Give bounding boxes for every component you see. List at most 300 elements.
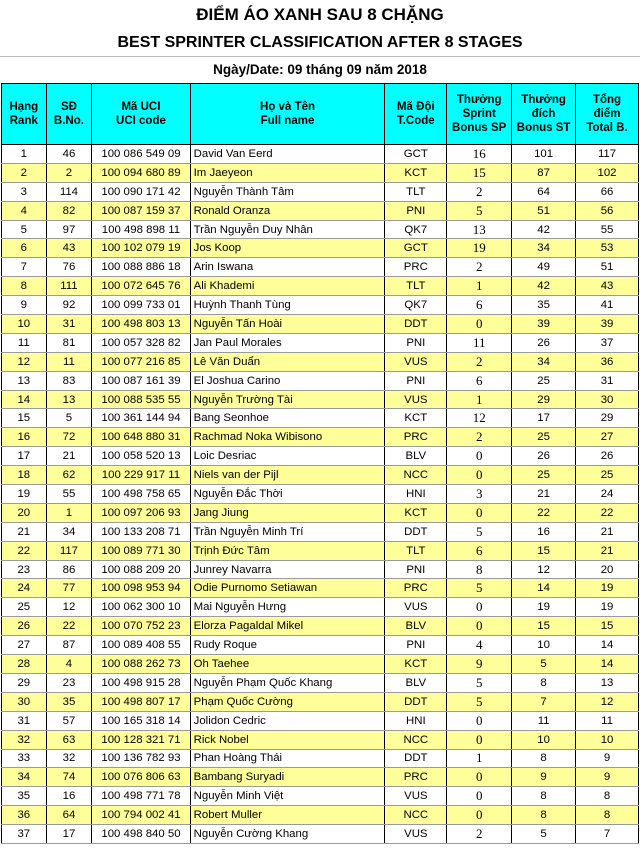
bib-cell: 87 (46, 636, 92, 655)
uci-cell: 100 229 917 11 (92, 466, 190, 485)
total-cell: 20 (576, 560, 639, 579)
total-cell: 25 (576, 466, 639, 485)
total-cell: 27 (576, 428, 639, 447)
stage-bonus-cell: 42 (512, 277, 576, 296)
table-row (2, 541, 639, 560)
header-bib-number (46, 84, 92, 145)
header-line: điểm (593, 108, 621, 120)
bib-cell: 72 (46, 428, 92, 447)
name-cell: Junrey Navarra (190, 560, 385, 579)
rank-cell: 12 (2, 352, 47, 371)
sprint-bonus-cell: 1 (447, 749, 512, 768)
rank-cell: 21 (2, 522, 47, 541)
header-rank (2, 84, 47, 145)
sprint-bonus-cell: 2 (447, 258, 512, 277)
bib-cell: 111 (46, 277, 92, 296)
rank-cell: 35 (2, 787, 47, 806)
stage-bonus-cell: 8 (512, 806, 576, 825)
uci-cell: 100 098 953 94 (92, 579, 190, 598)
team-cell: NCC (385, 730, 447, 749)
name-cell: Nguyễn Tấn Hoài (190, 315, 385, 334)
rank-cell: 8 (2, 277, 47, 296)
table-row (2, 749, 639, 768)
stage-bonus-cell: 19 (512, 598, 576, 617)
bib-cell: 22 (46, 617, 92, 636)
stage-bonus-cell: 25 (512, 428, 576, 447)
uci-cell: 100 099 733 01 (92, 296, 190, 315)
rank-cell: 24 (2, 579, 47, 598)
sprint-bonus-cell: 0 (447, 768, 512, 787)
bib-cell: 4 (46, 655, 92, 674)
name-cell: El Joshua Carino (190, 371, 385, 390)
total-cell: 30 (576, 390, 639, 409)
header-bonus-stage (512, 84, 576, 145)
table-row (2, 787, 639, 806)
bib-cell: 63 (46, 730, 92, 749)
sprint-bonus-cell: 0 (447, 447, 512, 466)
name-cell: Jolidon Cedric (190, 711, 385, 730)
rank-cell: 26 (2, 617, 47, 636)
bib-cell: 83 (46, 371, 92, 390)
total-cell: 53 (576, 239, 639, 258)
uci-cell: 100 086 549 09 (92, 145, 190, 164)
stage-bonus-cell: 34 (512, 239, 576, 258)
bib-cell: 11 (46, 352, 92, 371)
rank-cell: 28 (2, 655, 47, 674)
rank-cell: 6 (2, 239, 47, 258)
team-cell: PNI (385, 560, 447, 579)
date-line: Ngày/Date: 09 tháng 09 năm 2018 (0, 56, 640, 83)
bib-cell: 62 (46, 466, 92, 485)
table-row (2, 239, 639, 258)
name-cell: Jang Jiung (190, 503, 385, 522)
rank-cell: 11 (2, 333, 47, 352)
stage-bonus-cell: 10 (512, 636, 576, 655)
stage-bonus-cell: 21 (512, 485, 576, 504)
name-cell: David Van Eerd (190, 145, 385, 164)
rank-cell: 4 (2, 201, 47, 220)
table-row (2, 598, 639, 617)
team-cell: BLV (385, 617, 447, 636)
table-row (2, 806, 639, 825)
stage-bonus-cell: 9 (512, 768, 576, 787)
team-cell: PNI (385, 636, 447, 655)
table-row (2, 258, 639, 277)
bib-cell: 82 (46, 201, 92, 220)
team-cell: VUS (385, 787, 447, 806)
rank-cell: 5 (2, 220, 47, 239)
name-cell: Trần Nguyễn Duy Nhân (190, 220, 385, 239)
title-english: BEST SPRINTER CLASSIFICATION AFTER 8 STAGES (117, 34, 523, 51)
stage-bonus-cell: 11 (512, 711, 576, 730)
table-row (2, 466, 639, 485)
name-cell: Rick Nobel (190, 730, 385, 749)
sprint-bonus-cell: 6 (447, 296, 512, 315)
bib-cell: 43 (46, 239, 92, 258)
bib-cell: 16 (46, 787, 92, 806)
stage-bonus-cell: 101 (512, 145, 576, 164)
name-cell: Loic Desriac (190, 447, 385, 466)
uci-cell: 100 088 209 20 (92, 560, 190, 579)
total-cell: 21 (576, 522, 639, 541)
sprint-bonus-cell: 9 (447, 655, 512, 674)
total-cell: 12 (576, 692, 639, 711)
bib-cell: 57 (46, 711, 92, 730)
uci-cell: 100 648 880 31 (92, 428, 190, 447)
uci-cell: 100 102 079 19 (92, 239, 190, 258)
bib-cell: 12 (46, 598, 92, 617)
stage-bonus-cell: 12 (512, 560, 576, 579)
bib-cell: 97 (46, 220, 92, 239)
stage-bonus-cell: 87 (512, 163, 576, 182)
total-cell: 36 (576, 352, 639, 371)
team-cell: TLT (385, 277, 447, 296)
table-row (2, 296, 639, 315)
sprint-bonus-cell: 0 (447, 598, 512, 617)
total-cell: 14 (576, 636, 639, 655)
total-cell: 26 (576, 447, 639, 466)
table-row (2, 673, 639, 692)
table-row (2, 447, 639, 466)
uci-cell: 100 062 300 10 (92, 598, 190, 617)
header-line: Họ và Tên (260, 101, 315, 113)
bib-cell: 114 (46, 182, 92, 201)
team-cell: PRC (385, 768, 447, 787)
table-row (2, 522, 639, 541)
header-line: Thưởng (456, 94, 502, 106)
uci-cell: 100 087 161 39 (92, 371, 190, 390)
table-row (2, 503, 639, 522)
name-cell: Huỳnh Thanh Tùng (190, 296, 385, 315)
table-row (2, 428, 639, 447)
bib-cell: 23 (46, 673, 92, 692)
stage-bonus-cell: 49 (512, 258, 576, 277)
bib-cell: 34 (46, 522, 92, 541)
total-cell: 66 (576, 182, 639, 201)
stage-bonus-cell: 16 (512, 522, 576, 541)
stage-bonus-cell: 5 (512, 825, 576, 844)
stage-bonus-cell: 64 (512, 182, 576, 201)
table-row (2, 163, 639, 182)
stage-bonus-cell: 15 (512, 541, 576, 560)
total-cell: 9 (576, 749, 639, 768)
header-line: UCI code (116, 115, 166, 127)
bib-cell: 76 (46, 258, 92, 277)
total-cell: 37 (576, 333, 639, 352)
team-cell: QK7 (385, 296, 447, 315)
table-row (2, 825, 639, 844)
rank-cell: 14 (2, 390, 47, 409)
uci-cell: 100 070 752 23 (92, 617, 190, 636)
sprint-bonus-cell: 2 (447, 352, 512, 371)
name-cell: Robert Muller (190, 806, 385, 825)
bib-cell: 35 (46, 692, 92, 711)
sprint-bonus-cell: 19 (447, 239, 512, 258)
team-cell: DDT (385, 749, 447, 768)
table-row (2, 617, 639, 636)
bib-cell: 1 (46, 503, 92, 522)
team-cell: KCT (385, 163, 447, 182)
name-cell: Phan Hoàng Thái (190, 749, 385, 768)
bib-cell: 32 (46, 749, 92, 768)
team-cell: QK7 (385, 220, 447, 239)
uci-cell: 100 498 803 13 (92, 315, 190, 334)
stage-bonus-cell: 25 (512, 466, 576, 485)
uci-cell: 100 057 328 82 (92, 333, 190, 352)
rank-cell: 16 (2, 428, 47, 447)
table-row (2, 182, 639, 201)
name-cell: Lê Văn Duẩn (190, 352, 385, 371)
stage-bonus-cell: 14 (512, 579, 576, 598)
uci-cell: 100 097 206 93 (92, 503, 190, 522)
sprint-bonus-cell: 11 (447, 333, 512, 352)
table-row (2, 315, 639, 334)
name-cell: Bang Seonhoe (190, 409, 385, 428)
stage-bonus-cell: 42 (512, 220, 576, 239)
name-cell: Elorza Pagaldal Mikel (190, 617, 385, 636)
stage-bonus-cell: 29 (512, 390, 576, 409)
rank-cell: 29 (2, 673, 47, 692)
table-row (2, 768, 639, 787)
rank-cell: 1 (2, 145, 47, 164)
table-row (2, 579, 639, 598)
header-line: Sprint (462, 108, 496, 120)
team-cell: PNI (385, 201, 447, 220)
uci-cell: 100 498 758 65 (92, 485, 190, 504)
rank-cell: 10 (2, 315, 47, 334)
title-block (0, 0, 640, 83)
name-cell: Jos Koop (190, 239, 385, 258)
rank-cell: 22 (2, 541, 47, 560)
sprint-bonus-cell: 6 (447, 371, 512, 390)
sprint-bonus-cell: 2 (447, 428, 512, 447)
header-line: Thưởng (521, 94, 566, 106)
total-cell: 14 (576, 655, 639, 674)
header-line: Hạng (9, 101, 39, 113)
name-cell: Nguyễn Minh Việt (190, 787, 385, 806)
sprint-bonus-cell: 15 (447, 163, 512, 182)
stage-bonus-cell: 17 (512, 409, 576, 428)
uci-cell: 100 165 318 14 (92, 711, 190, 730)
sprint-bonus-cell: 2 (447, 182, 512, 201)
team-cell: PRC (385, 579, 447, 598)
uci-cell: 100 133 208 71 (92, 522, 190, 541)
uci-cell: 100 088 535 55 (92, 390, 190, 409)
team-cell: TLT (385, 182, 447, 201)
header-line: Tổng (592, 94, 622, 106)
name-cell: Odie Purnomo Setiawan (190, 579, 385, 598)
team-cell: KCT (385, 409, 447, 428)
team-cell: TLT (385, 541, 447, 560)
header-line: SĐ (60, 101, 77, 113)
header-full-name (190, 84, 385, 145)
team-cell: HNI (385, 485, 447, 504)
name-cell: Nguyễn Thành Tâm (190, 182, 385, 201)
stage-bonus-cell: 5 (512, 655, 576, 674)
uci-cell: 100 058 520 13 (92, 447, 190, 466)
uci-cell: 100 128 321 71 (92, 730, 190, 749)
total-cell: 31 (576, 371, 639, 390)
sprint-bonus-cell: 5 (447, 522, 512, 541)
rank-cell: 17 (2, 447, 47, 466)
sprint-bonus-cell: 8 (447, 560, 512, 579)
sprint-bonus-cell: 5 (447, 579, 512, 598)
total-cell: 22 (576, 503, 639, 522)
sprint-bonus-cell: 1 (447, 390, 512, 409)
header-line: Full name (260, 115, 315, 127)
stage-bonus-cell: 10 (512, 730, 576, 749)
table-row (2, 201, 639, 220)
sprint-bonus-cell: 4 (447, 636, 512, 655)
uci-cell: 100 088 262 73 (92, 655, 190, 674)
total-cell: 51 (576, 258, 639, 277)
bib-cell: 13 (46, 390, 92, 409)
sprint-bonus-cell: 12 (447, 409, 512, 428)
rank-cell: 18 (2, 466, 47, 485)
uci-cell: 100 076 806 63 (92, 768, 190, 787)
team-cell: DDT (385, 522, 447, 541)
uci-cell: 100 072 645 76 (92, 277, 190, 296)
uci-cell: 100 089 771 30 (92, 541, 190, 560)
sprint-bonus-cell: 2 (447, 825, 512, 844)
total-cell: 39 (576, 315, 639, 334)
rank-cell: 13 (2, 371, 47, 390)
rank-cell: 30 (2, 692, 47, 711)
uci-cell: 100 094 680 89 (92, 163, 190, 182)
uci-cell: 100 088 886 18 (92, 258, 190, 277)
sprint-bonus-cell: 0 (447, 315, 512, 334)
name-cell: Jan Paul Morales (190, 333, 385, 352)
stage-bonus-cell: 26 (512, 333, 576, 352)
rank-cell: 23 (2, 560, 47, 579)
bib-cell: 74 (46, 768, 92, 787)
title-vietnamese: ĐIỂM ÁO XANH SAU 8 CHẶNG (196, 5, 444, 24)
total-cell: 29 (576, 409, 639, 428)
total-cell: 15 (576, 617, 639, 636)
table-row (2, 730, 639, 749)
rank-cell: 32 (2, 730, 47, 749)
team-cell: KCT (385, 503, 447, 522)
rank-cell: 27 (2, 636, 47, 655)
uci-cell: 100 498 898 11 (92, 220, 190, 239)
rank-cell: 2 (2, 163, 47, 182)
team-cell: VUS (385, 825, 447, 844)
header-row (2, 84, 639, 145)
name-cell: Arin Iswana (190, 258, 385, 277)
rank-cell: 9 (2, 296, 47, 315)
name-cell: Ali Khademi (190, 277, 385, 296)
sprint-bonus-cell: 5 (447, 201, 512, 220)
rank-cell: 19 (2, 485, 47, 504)
rank-cell: 25 (2, 598, 47, 617)
stage-bonus-cell: 15 (512, 617, 576, 636)
header-total-points (576, 84, 639, 145)
total-cell: 24 (576, 485, 639, 504)
team-cell: NCC (385, 806, 447, 825)
table-row (2, 390, 639, 409)
bib-cell: 31 (46, 315, 92, 334)
table-row (2, 352, 639, 371)
bib-cell: 81 (46, 333, 92, 352)
stage-bonus-cell: 8 (512, 787, 576, 806)
table-row (2, 636, 639, 655)
total-cell: 8 (576, 806, 639, 825)
name-cell: Nguyễn Cường Khang (190, 825, 385, 844)
bib-cell: 17 (46, 825, 92, 844)
bib-cell: 2 (46, 163, 92, 182)
team-cell: NCC (385, 466, 447, 485)
sprint-bonus-cell: 1 (447, 277, 512, 296)
header-line: Bonus ST (516, 122, 571, 134)
name-cell: Nguyễn Đắc Thời (190, 485, 385, 504)
bib-cell: 77 (46, 579, 92, 598)
stage-bonus-cell: 39 (512, 315, 576, 334)
rank-cell: 37 (2, 825, 47, 844)
sprint-bonus-cell: 0 (447, 711, 512, 730)
total-cell: 13 (576, 673, 639, 692)
team-cell: VUS (385, 598, 447, 617)
name-cell: Oh Taehee (190, 655, 385, 674)
team-cell: BLV (385, 447, 447, 466)
name-cell: Trần Nguyễn Minh Trí (190, 522, 385, 541)
uci-cell: 100 794 002 41 (92, 806, 190, 825)
team-cell: KCT (385, 655, 447, 674)
stage-bonus-cell: 22 (512, 503, 576, 522)
sprint-bonus-cell: 5 (447, 673, 512, 692)
total-cell: 55 (576, 220, 639, 239)
table-row (2, 655, 639, 674)
team-cell: DDT (385, 315, 447, 334)
uci-cell: 100 077 216 85 (92, 352, 190, 371)
bib-cell: 117 (46, 541, 92, 560)
table-row (2, 560, 639, 579)
bib-cell: 21 (46, 447, 92, 466)
name-cell: Im Jaeyeon (190, 163, 385, 182)
total-cell: 56 (576, 201, 639, 220)
sprint-bonus-cell: 0 (447, 787, 512, 806)
sprint-bonus-cell: 0 (447, 806, 512, 825)
total-cell: 102 (576, 163, 639, 182)
header-line: Total B. (586, 122, 628, 134)
table-row (2, 145, 639, 164)
rank-cell: 7 (2, 258, 47, 277)
rank-cell: 31 (2, 711, 47, 730)
total-cell: 9 (576, 768, 639, 787)
uci-cell: 100 498 807 17 (92, 692, 190, 711)
team-cell: DDT (385, 692, 447, 711)
stage-bonus-cell: 26 (512, 447, 576, 466)
sprint-bonus-cell: 16 (447, 145, 512, 164)
rank-cell: 3 (2, 182, 47, 201)
uci-cell: 100 361 144 94 (92, 409, 190, 428)
total-cell: 10 (576, 730, 639, 749)
rank-cell: 20 (2, 503, 47, 522)
total-cell: 11 (576, 711, 639, 730)
sprint-bonus-cell: 0 (447, 730, 512, 749)
classification-table (1, 83, 639, 844)
name-cell: Ronald Oranza (190, 201, 385, 220)
sprint-bonus-cell: 5 (447, 692, 512, 711)
name-cell: Nguyễn Trường Tài (190, 390, 385, 409)
stage-bonus-cell: 51 (512, 201, 576, 220)
total-cell: 43 (576, 277, 639, 296)
header-bonus-sprint (447, 84, 512, 145)
header-line: Bonus SP (452, 122, 507, 134)
header-team-code (385, 84, 447, 145)
uci-cell: 100 087 159 37 (92, 201, 190, 220)
total-cell: 117 (576, 145, 639, 164)
uci-cell: 100 498 915 28 (92, 673, 190, 692)
